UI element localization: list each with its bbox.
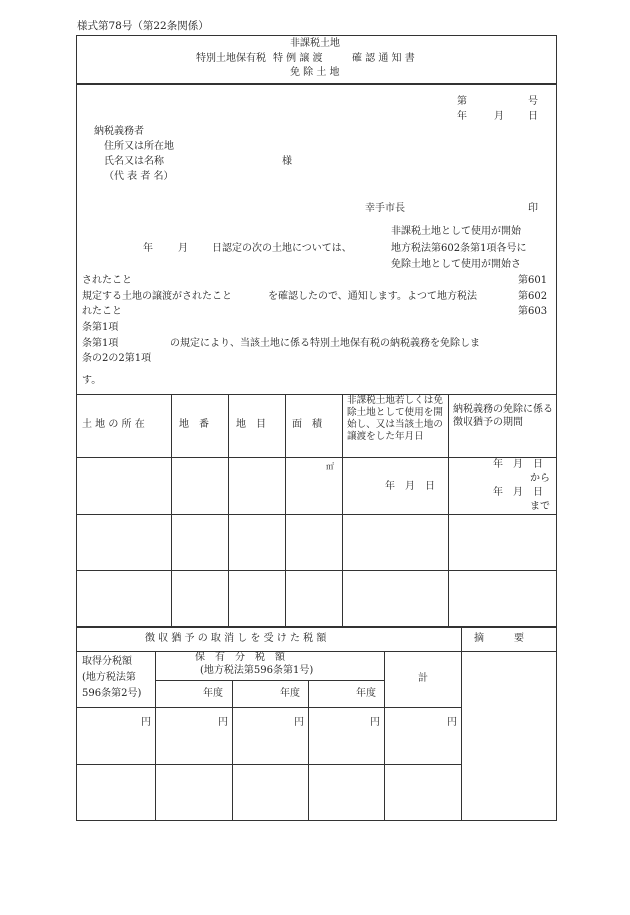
fiscal-year-2: 年度 <box>280 688 300 699</box>
land-row-divider <box>76 514 557 515</box>
taxpayer-heading: 納税義務者 <box>94 126 144 137</box>
land-col-divider <box>285 394 286 627</box>
col-land-category: 地 目 <box>236 419 266 430</box>
sentence-end: す。 <box>82 375 102 386</box>
acquisition-tax-law-2: 596条第2号) <box>82 688 142 699</box>
paragraph-2: 条第1項 <box>82 338 119 349</box>
tax-row-divider <box>76 764 461 765</box>
tax-title-divider <box>76 651 557 652</box>
tax-col-divider <box>308 680 309 821</box>
issue-year: 年 <box>457 111 467 122</box>
issue-month: 月 <box>494 111 504 122</box>
tax-col-divider <box>155 651 156 821</box>
col-area: 面 積 <box>292 419 322 430</box>
period-made: まで <box>530 501 550 512</box>
remarks-divider <box>461 627 462 821</box>
form-number: 様式第78号（第22条関係） <box>77 20 209 32</box>
tax-col-divider <box>232 680 233 821</box>
provision-sentence: の規定により、当該土地に係る特別土地保有税の納税義務を免除しま <box>170 338 480 349</box>
yen-total: 円 <box>447 717 457 728</box>
fiscal-year-3: 年度 <box>356 688 376 699</box>
option-3-line-a: 免除土地として使用が開始さ <box>391 259 521 270</box>
col-date: 非課税土地若しくは免除土地として使用を開始し、又は当該土地の譲渡をした年月日 <box>347 395 443 442</box>
document-title: 確 認 通 知 書 <box>352 53 415 64</box>
tax-row-divider <box>76 707 461 708</box>
confirm-sentence: を確認したので、通知します。よつて地方税法 <box>268 291 477 302</box>
doc-number-go: 号 <box>528 96 538 107</box>
mayor-label: 幸手市長 <box>365 203 405 214</box>
yen-year-1: 円 <box>218 717 228 728</box>
cert-sentence: 日認定の次の土地については、 <box>212 243 352 254</box>
land-col-divider <box>342 394 343 627</box>
seal-mark: 印 <box>528 203 538 214</box>
col-grace-period: 納税義務の免除に係る徴収猶予の期間 <box>453 404 553 428</box>
option-2-line-a: 地方税法第602条第1項各号に <box>391 243 527 254</box>
remarks-header: 摘 要 <box>474 633 524 644</box>
period-kara: から <box>530 473 550 484</box>
date-cell: 年 月 日 <box>385 481 435 492</box>
cert-month: 月 <box>178 243 188 254</box>
option-3-line-b: れたこと <box>82 306 122 317</box>
acquisition-tax-label: 取得分税額 <box>82 656 132 667</box>
option-1-line-a: 非課税土地として使用が開始 <box>391 226 521 237</box>
holding-header-divider <box>155 680 384 681</box>
title-line-3: 免 除 土 地 <box>290 67 340 78</box>
cert-year: 年 <box>143 243 153 254</box>
option-2-line-b: 規定する土地の譲渡がされたこと <box>82 291 232 302</box>
holding-tax-label: 保 有 分 税 額 <box>195 652 285 663</box>
title-special-transfer: 特 例 譲 渡 <box>273 53 323 64</box>
honorific-sama: 様 <box>282 156 292 167</box>
yen-year-2: 円 <box>294 717 304 728</box>
fiscal-year-1: 年度 <box>203 688 223 699</box>
article-602: 第602 <box>518 291 548 302</box>
doc-number-dai: 第 <box>457 96 467 107</box>
option-1-line-b: されたこと <box>82 275 132 286</box>
land-row-divider <box>76 457 557 458</box>
col-location: 土 地 の 所 在 <box>82 419 145 430</box>
title-special-tax: 特別土地保有税 <box>196 53 266 64</box>
total-label: 計 <box>418 673 428 684</box>
address-label: 住所又は所在地 <box>104 141 174 152</box>
col-lot-number: 地 番 <box>179 419 209 430</box>
land-col-divider <box>228 394 229 627</box>
representative-label: （代 表 者 名） <box>104 171 174 182</box>
land-row-divider <box>76 570 557 571</box>
paragraph-1: 条第1項 <box>82 322 119 333</box>
acquisition-tax-law-1: (地方税法第 <box>82 672 136 683</box>
tax-col-divider <box>384 651 385 821</box>
period-from-date: 年 月 日 <box>493 459 543 470</box>
article-601: 第601 <box>518 275 548 286</box>
article-603: 第603 <box>518 306 548 317</box>
land-col-divider <box>171 394 172 627</box>
period-to-date: 年 月 日 <box>493 487 543 498</box>
yen-acquisition: 円 <box>141 717 151 728</box>
area-unit: ㎡ <box>326 462 334 471</box>
land-col-divider <box>448 394 449 627</box>
paragraph-3: 条の2の2第1項 <box>82 353 152 364</box>
holding-tax-law: (地方税法第596条第1号) <box>200 665 314 676</box>
name-label: 氏名又は名称 <box>104 156 164 167</box>
issue-day: 日 <box>528 111 538 122</box>
title-line-1: 非課税土地 <box>290 38 340 49</box>
cancelled-tax-title: 徴 収 猶 予 の 取 消 し を 受 け た 税 額 <box>145 633 327 644</box>
yen-year-3: 円 <box>370 717 380 728</box>
